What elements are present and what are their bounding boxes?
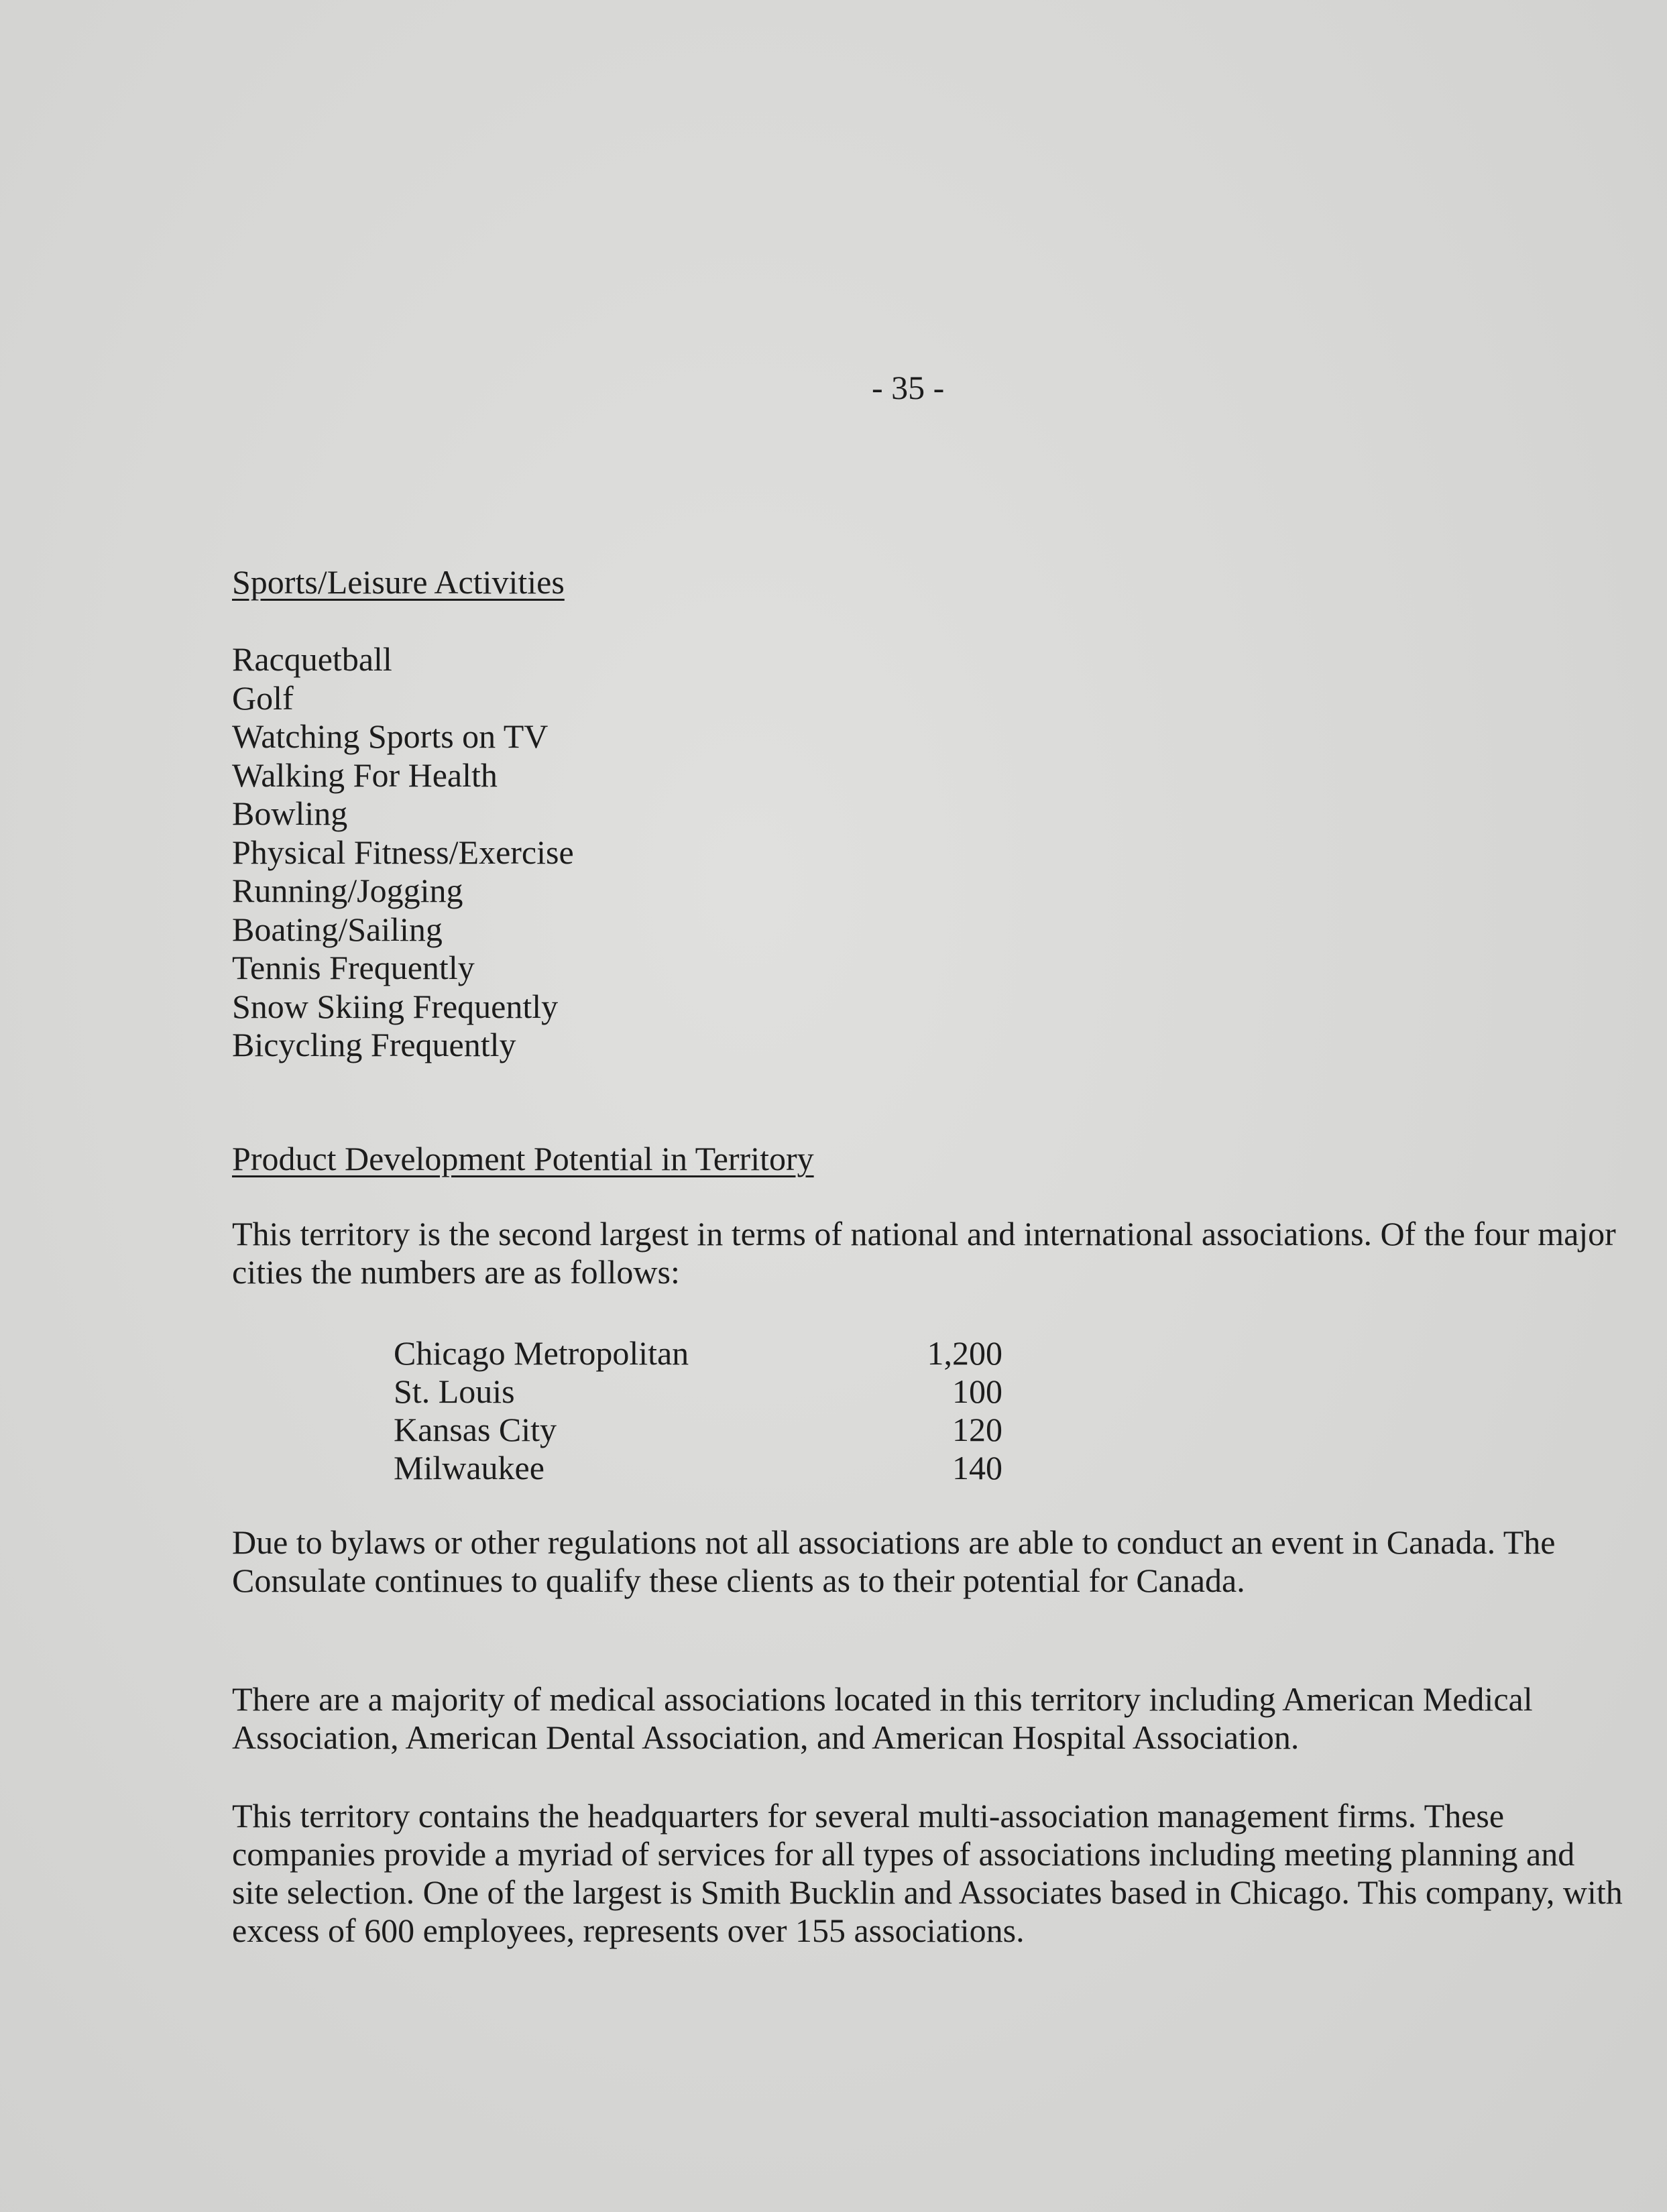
list-item: Golf [232, 679, 294, 717]
product-development-heading: Product Development Potential in Territory [232, 1140, 814, 1177]
list-item: Racquetball [232, 640, 392, 678]
table-row [394, 1411, 1002, 1449]
city-name: Milwaukee [394, 1449, 544, 1487]
list-item: Walking For Health [232, 756, 498, 794]
management-firms-paragraph: This territory contains the headquarters for several multi-association management firms. These companies provide a myriad of services for all types of associations including meeting planning and site selection. One of the largest is Smith Bucklin and Associates based in Chicago. This company, with excess of 600 employees, represents over 155 associations. [232, 1797, 1623, 1949]
list-item: Physical Fitness/Exercise [232, 833, 574, 871]
list-item: Bowling [232, 795, 348, 832]
sports-leisure-heading: Sports/Leisure Activities [232, 563, 565, 601]
list-item: Snow Skiing Frequently [232, 987, 559, 1025]
list-item: Watching Sports on TV [232, 717, 549, 755]
city-name: Kansas City [394, 1411, 557, 1448]
table-row [394, 1373, 1002, 1411]
table-row [394, 1449, 1002, 1487]
intro-paragraph: This territory is the second largest in terms of national and international associations. Of the four major cities the numbers are as follows: [232, 1215, 1616, 1291]
city-association-table [394, 1334, 1002, 1487]
list-item: Bicycling Frequently [232, 1026, 516, 1063]
bylaws-paragraph: Due to bylaws or other regulations not all associations are able to conduct an event in Canada. The Consulate continues to qualify these clients as to their potential for Canada. [232, 1523, 1556, 1599]
list-item: Boating/Sailing [232, 910, 443, 948]
table-row [394, 1334, 1002, 1373]
activity-list [232, 640, 574, 1065]
association-count: 1,200 [927, 1334, 1002, 1372]
association-count: 100 [952, 1373, 1002, 1410]
association-count: 140 [952, 1449, 1002, 1487]
city-name: Chicago Metropolitan [394, 1334, 689, 1372]
city-name: St. Louis [394, 1373, 515, 1410]
association-count: 120 [952, 1411, 1002, 1448]
page-number: - 35 - [872, 369, 945, 406]
medical-associations-paragraph: There are a majority of medical associations located in this territory including American Medical Association, American Dental Association, and American Hospital Association. [232, 1680, 1533, 1756]
list-item: Tennis Frequently [232, 949, 475, 986]
list-item: Running/Jogging [232, 872, 463, 909]
